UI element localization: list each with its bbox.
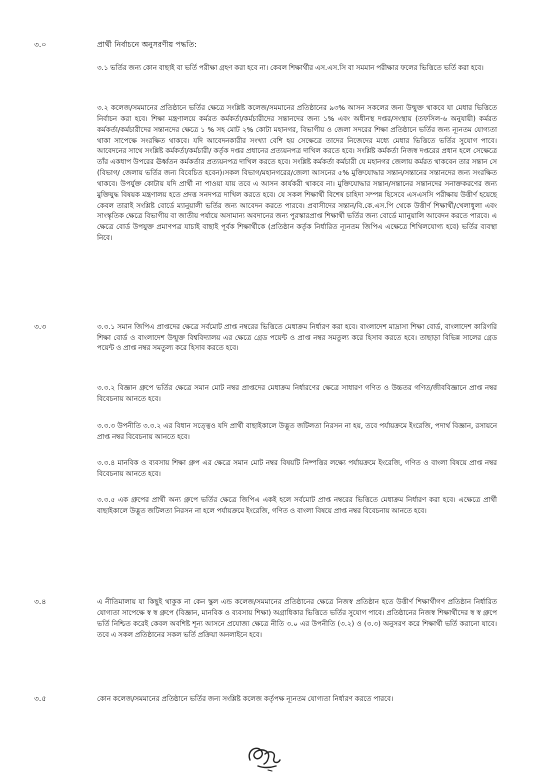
clause-3-2: ৩.২ কলেজ/সমমানের প্রতিষ্ঠানে ভর্তির ক্ষেত্রে সংশ্লিষ্ট কলেজ/সমমানের প্রতিষ্ঠানের ৯৩% আসন সকলের জন্য উন্মুক্ত থাকবে যা মেধার ভিত্তিতে নির্বাচন করা হবে। শিক্ষা মন্ত্রণালয়ে কর্মরত কর্মকর্তা/কর্মচারীদের সন্তানদের জন্য ১% এবং অধীনস্থ দপ্তর/সংস্থায় (তফসিল-৬ অনুযায়ী) কর্মরত কর্মকর্তা/কর্মচারীদের সন্তানদের ক্ষেত্রে ১ % সহ মোট ২% কোটা মহানগর, বিভাগীয় ও জেলা সদরের শিক্ষা প্রতিষ্ঠানে ভর্তির জন্য ন্যূনতম যোগ্যতা থাকা সাপেক্ষে সংরক্ষিত থাকবে। যদি আবেদনকারীর সংখ্যা বেশি হয় সেক্ষেত্রে তাদের নিজেদের মধ্যে মেধার ভিত্তিতে ভর্তির সুযোগ পাবে। আবেদনের সাথে সংশ্লিষ্ট কর্মকর্তা/কর্মচারী/ কর্তৃক দপ্তর প্রধানের প্রত্যয়নপত্র দাখিল করতে হবে। সংশ্লিষ্ট কর্মকর্তা নিজস্ব দপ্তরের প্রধান হলে সেক্ষেত্রে তাঁর একধাপ উপরের ঊর্ধ্বতন কর্মকর্তার প্রত্যয়নপত্র দাখিল করতে হবে। সংশ্লিষ্ট কর্মকর্তা কর্মচারী যে মহানগর জেলায় কর্মরত থাকবেন তার সন্তান সে (বিভাগ/ জেলায় ভর্তির জন্য বিবেচিত হবেন)।সকল বিভাগ/মহানগরের/জেলা আসনের ৫% মুক্তিযোদ্ধার সন্তান/সন্তানের সন্তানদের জন্য সংরক্ষিত থাকবে। উপর্যুক্ত কোটায় যদি প্রার্থী না পাওয়া যায় তবে এ আসন কার্যকরী থাকবে না। মুক্তিযোদ্ধার সন্তান/সন্তানের সন্তানদের সনাক্তকরণের জন্য মুক্তিযুদ্ধ বিষয়ক মন্ত্রণালয় হতে প্রদত্ত সনদপত্র দাখিল করতে হবে। যে সকল শিক্ষার্থী বিশেষ চাহিদা সম্পন্ন হিসেবে এসএসসি পরীক্ষায় উত্তীর্ণ হয়েছে কেবল তারাই সংশ্লিষ্ট বোর্ডে ম্যানুয়ালী ভর্তির জন্য আবেদন করতে পারবে। প্রবাসীদের সন্তান/বি.কে.এস.পি থেকে উত্তীর্ণ শিক্ষার্থী/খেলাধুলা এবং সাংস্কৃতিক ক্ষেত্রে বিভাগীয় বা জাতীয় পর্যায়ে অসামান্য অবদানের জন্য পুরস্কারপ্রাপ্ত শিক্ষার্থী ভর্তির জন্য বোর্ডে ম্যানুয়ালি আবেদন করতে পারবে। এ ক্ষেত্রে বোর্ড উপযুক্ত প্রমাণপত্র যাচাই বাছাই পূর্বক শিক্ষার্থীকে (প্রতিষ্ঠান কর্তৃক নির্ধারিত ন্যূনতম জিপিএ এক্ষেত্রে শিথিলযোগ্য হবে) ভর্তির ব্যবস্থা নিবে। <box>97 103 497 243</box>
section-number-3-0: ৩.০ <box>34 40 47 49</box>
clause-3-3-1: ৩.৩.১ সমান জিপিএ প্রাপ্তদের ক্ষেত্রে সর্বমোট প্রাপ্ত নম্বরের ভিত্তিতে মেধাক্রম নির্ধারণ করা হবে। বাংলাদেশ মাদ্রাসা শিক্ষা বোর্ড, বাংলাদেশ কারিগরি শিক্ষা বোর্ড ও বাংলাদেশ উন্মুক্ত বিশ্ববিদ্যালয় এর ক্ষেত্রে গ্রেড পয়েন্ট ও প্রাপ্ত নম্বর সমতুল্য করে হিসাব করতে হবে। তাছাড়া বিভিন্ন সালের গ্রেড পয়েন্ট ও প্রাপ্ত নম্বর সমতুল্য করে হিসাব করতে হবে। <box>97 322 497 353</box>
clause-3-5: কোন কলেজ/সমমানের প্রতিষ্ঠানে ভর্তির জন্য সংশ্লিষ্ট কলেজ কর্তৃপক্ষ ন্যূনতম যোগ্যতা নির্ধারণ করতে পারবে। <box>97 694 394 703</box>
section-number-3-5: ৩.৫ <box>34 694 47 703</box>
clause-3-3-5: ৩.৩.৫ এক গ্রুপের প্রার্থী অন্য গ্রুপে ভর্তির ক্ষেত্রে জিপিএ একই হলে সর্বমোট প্রাপ্ত নম্বরের ভিত্তিতে মেধাক্রম নির্ধারণ করা হবে। এক্ষেত্রে প্রার্থী বাছাইকালে উদ্ভূত জটিলতা নিরসন না হলে পর্যায়ক্রমে ইংরেজি, গণিত ও বাংলা বিষয়ে প্রাপ্ত নম্বর বিবেচনায় আনতে হবে। <box>97 495 497 515</box>
clause-3-3-3: ৩.৩.৩ উপনীতি ৩.৩.২ এর বিধান সত্ত্বেও যদি প্রার্থী বাছাইকালে উদ্ভূত জটিলতা নিরসন না হয়, তবে পর্যায়ক্রমে ইংরেজি, পদার্থ বিজ্ঞান, রসায়নে প্রাপ্ত নম্বর বিবেচনায় আনতে হবে। <box>97 421 497 441</box>
clause-3-1: ৩.১ ভর্তির জন্য কোন বাছাই বা ভর্তি পরীক্ষা গ্রহণ করা হবে না। কেবল শিক্ষার্থীর এস.এস.সি বা সমমান পরীক্ষার ফলের ভিত্তিতে ভর্তি করা হবে। <box>97 63 484 72</box>
section-number-3-3: ৩.৩ <box>34 322 47 331</box>
signature-icon <box>238 740 288 774</box>
clause-3-3-4: ৩.৩.৪ মানবিক ও ব্যবসায় শিক্ষা গ্রুপ এর ক্ষেত্রে সমান মোট নম্বর বিষয়টি নিষ্পত্তির লক্ষ্যে পর্যায়ক্রমে ইংরেজি, গণিত ও বাংলা বিষয়ে প্রাপ্ত নম্বর বিবেচনায় আনতে হবে। <box>97 458 497 478</box>
section-number-3-4: ৩.৪ <box>34 597 47 606</box>
clause-3-4: এ নীতিমালায় যা কিছুই থাকুক না কেন স্কুল এন্ড কলেজ/সমমানের প্রতিষ্ঠানের ক্ষেত্রে নিজস্ব প্রতিষ্ঠান হতে উত্তীর্ণ শিক্ষার্থীগণ প্রতিষ্ঠান নির্ধারিত যোগ্যতা সাপেক্ষে স্ব স্ব গ্রুপে (বিজ্ঞান, মানবিক ও ব্যবসায় শিক্ষা) অগ্রাধিকার ভিত্তিতে ভর্তির সুযোগ পাবে। প্রতিষ্ঠানের নিজস্ব শিক্ষার্থীদের স্ব স্ব গ্রুপে ভর্তি নিশ্চিত করেই কেবল অবশিষ্ট শূন্য আসনে প্রযোজ্য ক্ষেত্রে নীতি ৩.০ এর উপনীতি (৩.২) ও (৩.৩) অনুসরণ করে শিক্ষার্থী ভর্তি করানো যাবে। তবে এ সকল প্রতিষ্ঠানের সকল ভর্তি প্রক্রিয়া অনলাইনে হবে। <box>97 597 497 639</box>
section-heading: প্রার্থী নির্বাচনে অনুসরণীয় পদ্ধতি: <box>97 40 197 49</box>
clause-3-3-2: ৩.৩.২ বিজ্ঞান গ্রুপে ভর্তির ক্ষেত্রে সমান মোট নম্বর প্রাপ্তদের মেধাক্রম নির্ধারণের ক্ষেত্রে সাধারণ গণিত ও উচ্চতর গণিত/জীববিজ্ঞানে প্রাপ্ত নম্বর বিবেচনায় আনতে হবে। <box>97 383 497 403</box>
